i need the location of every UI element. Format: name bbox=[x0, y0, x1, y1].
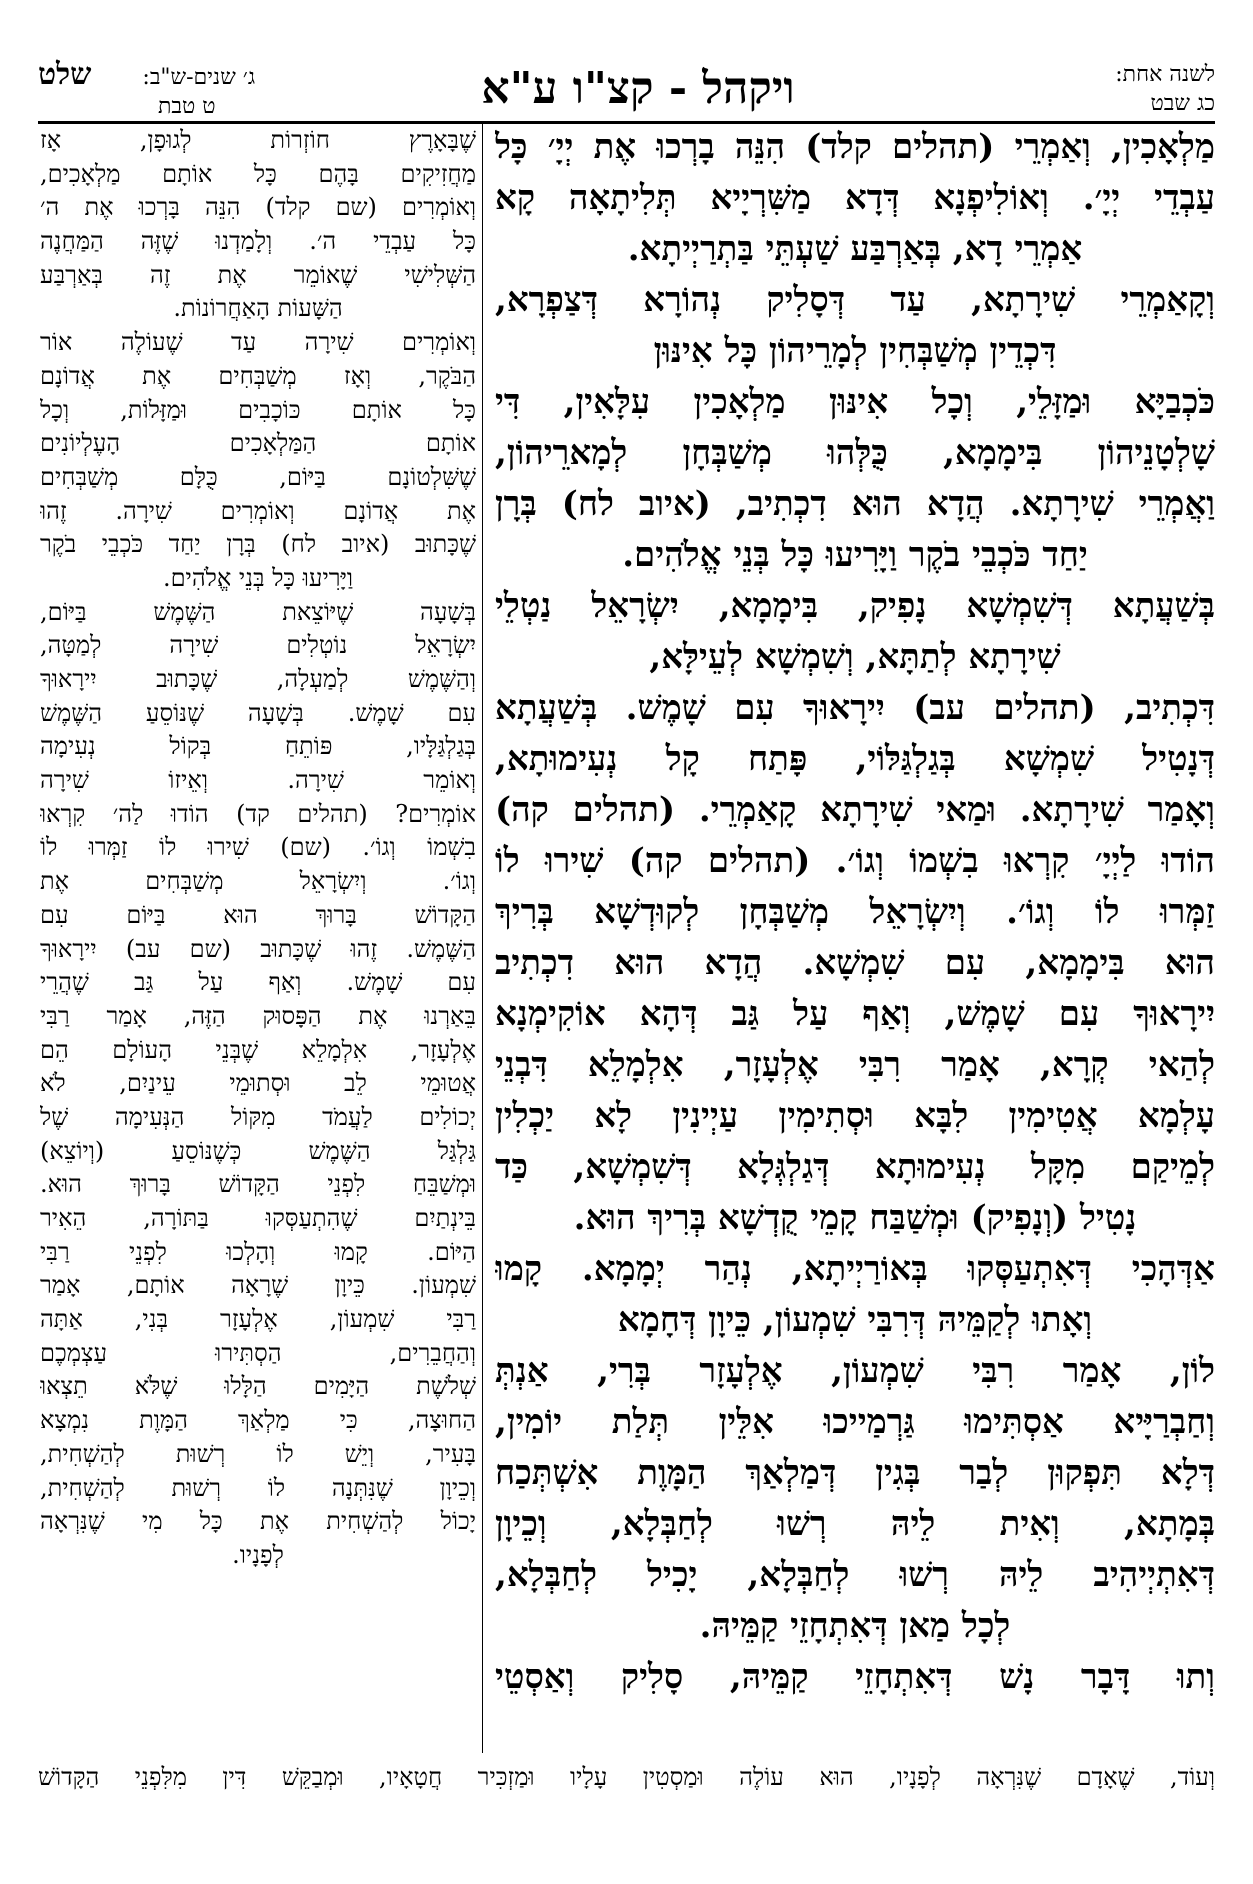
commentary-line: אוֹמְרִים? (תהלים קד) הוֹדוּ לַה׳ קִרְאוּ bbox=[40, 799, 476, 828]
main-text-line: וְתוּ דָּבָר נָשׁ דְּאִתְחָזֵי קַמֵּיהּ, סָלִיק וְאַסְטֵי bbox=[495, 1657, 1215, 1697]
commentary-line: בְּגַלְגַּלָּיו, פּוֹתֵחַ בְּקוֹל נְעִימָה bbox=[40, 732, 476, 761]
commentary-line: וּמְשַׁבֵּחַ לִפְנֵי הַקָּדוֹשׁ בָּרוּךְ הוּא. bbox=[40, 1170, 476, 1199]
commentary-line: עִם שָׁמֶשׁ. וְאַף עַל גַּב שֶׁהֲרֵי bbox=[40, 968, 476, 997]
commentary-line: לְפָנָיו. bbox=[232, 1540, 284, 1569]
commentary-line: שֶׁכָּתוּב (איוב לח) בְּרָן יַחַד כֹּכְבֵי בֹקֶר bbox=[40, 530, 476, 559]
commentary-line: בִשְׁמוֹ וְגוֹ׳. (שם) שִׁירוּ לוֹ זַמְּרוּ לוֹ bbox=[40, 833, 476, 862]
main-text-line: דְּנָטִיל שִׁמְשָׁא בְּגַלְגַּלּוֹי, פָּתַח קָל נְעִימוּתָא, bbox=[495, 739, 1215, 779]
commentary-line: בְּשָׁעָה שֶׁיּוֹצֵאת הַשֶּׁמֶשׁ בַּיּוֹם, bbox=[40, 597, 476, 626]
main-text-line: לְמֵיקַם מִקָּל נְעִימוּתָא דְּגַלְגְּלָא דְּשִׁמְשָׁא, כַּד bbox=[495, 1147, 1215, 1187]
header-right bbox=[1095, 60, 1215, 118]
commentary-line: עִם שָׁמֶשׁ. בְּשָׁעָה שֶׁנּוֹסֵעַ הַשֶּׁמֶשׁ bbox=[40, 698, 476, 727]
main-text-line: לְכָל מַאן דְּאִתְחָזֵי קַמֵּיהּ. bbox=[699, 1606, 1011, 1646]
main-text-line: אַדְּהָכִי דְּאִתְעַסְּקוּ בְּאוֹרַיְיתָא, נְהַר יְמָמָא. קָמוּ bbox=[495, 1249, 1215, 1289]
main-text-line: דְּלָא תִּפְקוּן לְבַר בְּגִין דְּמַלְאַךְ הַמָּוֶת אִשְׁתְּכַח bbox=[495, 1453, 1215, 1493]
commentary-line: וַיָּרִיעוּ כָּל בְּנֵי אֱלֹהִים. bbox=[162, 563, 354, 592]
main-text-line: דְּאִתְיְיהִיב לֵיהּ רְשׁוּ לְחַבְּלָא, יָכִיל לְחַבְּלָא, bbox=[495, 1555, 1215, 1595]
main-text-line: נָטִיל (וְנָפִיק) וּמְשַׁבַּח קָמֵי קֻדְשָׁא בְּרִיךְ הוּא. bbox=[573, 1198, 1137, 1238]
commentary-line: הַיּוֹם. קָמוּ וְהָלְכוּ לִפְנֵי רַבִּי bbox=[40, 1237, 476, 1266]
commentary-line: רַבִּי שִׁמְעוֹן, אֶלְעָזָר בְּנִי, אַתָּה bbox=[40, 1305, 476, 1334]
main-text-line: הוּא בִּימָמָא, עִם שִׁמְשָׁא. הֲדָא הוּא דִכְתִיב bbox=[495, 943, 1215, 983]
page-title: ויקהל - קצ"ו ע"א bbox=[481, 63, 795, 114]
main-text-line: זַמְּרוּ לוֹ וְגוֹ׳. וְיִשְׂרָאֵל מְשַׁבְּחָן לְקוּדְשָׁא בְּרִיךְ bbox=[495, 892, 1215, 932]
commentary-line: בֵּאַרְנוּ אֶת הַפָּסוּק הַזֶּה, אָמַר רַבִּי bbox=[40, 1001, 476, 1030]
commentary-line: כָּל עַבְדֵי ה׳. וְלָמַדְנוּ שֶׁזֶּה הַמַּחֲנֶה bbox=[40, 227, 476, 256]
main-text-line: דִּכְתִיב, (תהלים עב) יִירָאוּךָ עִם שָׁמֶשׁ. בְּשַׁעֲתָא bbox=[495, 688, 1215, 728]
page-number: שלט bbox=[38, 57, 92, 92]
cycle-label: ג׳ שנים-ש"ב: bbox=[142, 65, 256, 90]
study-date-label: כג שבט bbox=[1150, 91, 1215, 116]
main-text-line: יַחַד כֹּכְבֵי בֹקֶר וַיָּרִיעוּ כָּל בְּנֵי אֱלֹהִים. bbox=[622, 535, 1088, 575]
commentary-line: שְׁלֹשֶׁת הַיָּמִים הַלָּלוּ שֶׁלֹּא תֵצְאוּ bbox=[40, 1372, 476, 1401]
commentary-line: הַבֹּקֶר, וְאָז מְשַׁבְּחִים אֶת אֲדוֹנָם bbox=[40, 361, 476, 390]
commentary-line: יָכוֹל לְהַשְׁחִית אֶת כָּל מִי שֶׁנִּרְאָה bbox=[40, 1507, 476, 1536]
main-text-line: וְקָאַמְרֵי שִׁירָתָא, עַד דְּסָלִיק נְהוֹרָא דְּצַפְרָא, bbox=[495, 280, 1215, 320]
commentary-line: וְהַשֶּׁמֶשׁ לְמַעְלָה, שֶׁכָּתוּב יִירָאוּךָ bbox=[40, 665, 476, 693]
main-text-line: וַאֲמְרֵי שִׁירָתָא. הֲדָא הוּא דִכְתִיב, (איוב לח) בְּרָן bbox=[495, 484, 1215, 524]
commentary-line: יִשְׂרָאֵל נוֹטְלִים שִׁירָה לְמַטָּה, bbox=[40, 631, 476, 660]
main-text-line: בְּמָתָא, וְאִית לֵיהּ רְשׁוּ לְחַבְּלָא, וְכֵיוָן bbox=[495, 1504, 1215, 1544]
commentary-line: וְגוֹ׳. וְיִשְׂרָאֵל מְשַׁבְּחִים אֶת bbox=[40, 867, 476, 896]
commentary-line: וְהַחֲבֵרִים, הַסְתִּירוּ עַצְמְכֶם bbox=[40, 1338, 476, 1367]
main-text-line: יִירָאוּךָ עִם שָׁמֶשׁ, וְאַף עַל גַּב דְּהָא אוֹקִימְנָא bbox=[495, 994, 1215, 1034]
commentary-line: כָּל אוֹתָם כּוֹכָבִים וּמַזָּלוֹת, וְכָל bbox=[40, 395, 476, 424]
main-text-line: וְחַבְרַיָּיא אַסְתִּימוּ גַּרְמַייכוּ אִלֵּין תְּלַת יוֹמִין, bbox=[495, 1402, 1215, 1442]
commentary-line: וְאוֹמְרִים (שם קלד) הִנֵּה בָּרְכוּ אֶת ה׳ bbox=[40, 193, 476, 222]
main-text-column bbox=[495, 122, 1215, 1762]
main-text-line: הוֹדוּ לַיְיָ׳ קִרְאוּ בִשְׁמוֹ וְגוֹ׳. (תהלים קה) שִׁירוּ לוֹ bbox=[495, 841, 1215, 881]
commentary-line: וְאוֹמְרִים שִׁירָה עַד שֶׁעוֹלֶה אוֹר bbox=[40, 328, 476, 357]
main-text-line: בְּשַׁעֲתָא דְּשִׁמְשָׁא נָפִיק, בִּימָמָא, יִשְׂרָאֵל נַטְלֵי bbox=[495, 586, 1215, 626]
main-text-line: לְהַאי קְרָא, אָמַר רִבִּי אֶלְעָזָר, אִלְמָלֵא דִּבְנֵי bbox=[495, 1045, 1215, 1085]
commentary-line: הַשְּׁלִישִׁי שֶׁאוֹמֵר אֶת זֶה בְּאַרְבַּע bbox=[40, 260, 476, 289]
main-text-line: כֹּכְבַיָּא וּמַזָּלֵי, וְכָל אִינּוּן מַלְאָכִין עִלָּאִין, דִּי bbox=[495, 382, 1215, 422]
commentary-column bbox=[40, 124, 476, 1754]
cycle-date-label: ט טבת bbox=[158, 94, 216, 119]
header-left bbox=[38, 57, 338, 121]
main-text-line: אַמְרֵי דָא, בְּאַרְבַּע שַׁעְתֵּי בַּתְרַיְיתָא. bbox=[627, 229, 1083, 269]
main-text-line: שִׁירָתָא לְתַתָּא, וְשִׁמְשָׁא לְעֵילָּא, bbox=[649, 637, 1061, 677]
commentary-line: שֶׁבָּאָרֶץ חוֹזְרוֹת לְגוּפָן, אָז bbox=[40, 126, 476, 154]
commentary-line: וְאוֹמֵר שִׁירָה. וְאֵיזוֹ שִׁירָה bbox=[40, 766, 476, 795]
commentary-line: אֶלְעָזָר, אִלְמָלֵא שֶׁבְּנֵי הָעוֹלָם הֵם bbox=[40, 1035, 476, 1064]
commentary-line: אוֹתָם הַמַּלְאָכִים הָעֶלְיוֹנִים bbox=[40, 429, 476, 458]
main-text-line: לוֹן, אָמַר רִבִּי שִׁמְעוֹן, אֶלְעָזָר בְּרִי, אַנְתְּ bbox=[495, 1351, 1215, 1391]
main-text-line: עָלְמָא אֲטִימִין לִבָּא וּסְתִימִין עַיְינִין לָא יַכְלִין bbox=[495, 1096, 1215, 1136]
commentary-line: אֲטוּמֵי לֵב וּסְתוּמֵי עֵינַיִם, לֹא bbox=[40, 1069, 476, 1098]
commentary-line: בָּעִיר, וְיֵשׁ לוֹ רְשׁוּת לְהַשְׁחִית, bbox=[40, 1439, 476, 1468]
commentary-line: וְכֵיוָן שֶׁנִּתְּנָה לוֹ רְשׁוּת לְהַשְׁחִית, bbox=[40, 1473, 476, 1502]
commentary-line: הַשָּׁעוֹת הָאַחֲרוֹנוֹת. bbox=[173, 294, 343, 323]
commentary-line: יְכוֹלִים לַעֲמֹד מִקּוֹל הַנְּעִימָה שֶׁל bbox=[40, 1102, 476, 1131]
commentary-line: הַקָּדוֹשׁ בָּרוּךְ הוּא בַּיּוֹם עִם bbox=[40, 900, 476, 929]
commentary-line: בֵּינְתַיִם שֶׁהִתְעַסְּקוּ בַּתּוֹרָה, הֵאִיר bbox=[40, 1204, 476, 1232]
main-text-line: וְאָמַר שִׁירָתָא. וּמַאי שִׁירָתָא קָאַמְרֵי. (תהלים קה) bbox=[495, 790, 1215, 830]
main-text-line: וְאָתוּ לְקַמֵּיהּ דְּרִבִּי שִׁמְעוֹן, כֵּיוָן דְּחָמָא bbox=[617, 1300, 1093, 1340]
commentary-line: גַּלְגַּל הַשֶּׁמֶשׁ כְּשֶׁנּוֹסֵעַ (וְיוֹצֵא) bbox=[40, 1136, 476, 1165]
page-header bbox=[38, 57, 1215, 119]
main-text-line: מַלְאָכִין, וְאַמְרֵי (תהלים קלד) הִנֵּה בָרְכוּ אֶת יְיָ׳ כָּל bbox=[495, 127, 1215, 167]
footer-text: וְעוֹד, שֶׁאָדָם שֶׁנִּרְאָה לְפָנָיו, הוּא עוֹלֶה וּמַסְטִין עָלָיו וּמַזְכִּיר חֲטָאָיו, וּמְבַקֵּשׁ דִּין מִלִּפְנֵי הַקָּדוֹשׁ bbox=[38, 1763, 1215, 1791]
main-text-line: עַבְדֵי יְיָ׳. וְאוֹלִיפְנָא דְּדָא מַשִּׁרְיָיא תְּלִיתָאָה קָא bbox=[495, 178, 1215, 218]
commentary-line: הַחוּצָה, כִּי מַלְאַךְ הַמָּוֶת נִמְצָא bbox=[40, 1406, 476, 1435]
commentary-line: מַחֲזִיקִים בָּהֶם כָּל אוֹתָם מַלְאָכִים, bbox=[40, 159, 476, 188]
commentary-line: אֶת אֲדוֹנָם וְאוֹמְרִים שִׁירָה. זֶהוּ bbox=[40, 496, 476, 525]
main-text-line: דִּכְדֵין מְשַׁבְּחִין לְמָרֵיהוֹן כָּל אִינּוּן bbox=[653, 331, 1057, 371]
commentary-line: שֶׁשִּׁלְטוֹנָם בַּיּוֹם, כֻּלָּם מְשַׁבְּחִים bbox=[40, 462, 476, 491]
commentary-line: הַשֶּׁמֶשׁ. זֶהוּ שֶׁכָּתוּב (שם עב) יִירָאוּךָ bbox=[40, 934, 476, 963]
column-divider bbox=[482, 123, 483, 1753]
study-cycle-label: לשנה אחת: bbox=[1115, 62, 1215, 87]
main-text-line: שָׁלְטָנֵיהוֹן בִּימָמָא, כֻּלְּהוּ מְשַׁבְּחָן לְמָארֵיהוֹן, bbox=[495, 433, 1215, 473]
commentary-line: שִׁמְעוֹן. כֵּיוָן שֶׁרָאָה אוֹתָם, אָמַר bbox=[40, 1271, 476, 1300]
